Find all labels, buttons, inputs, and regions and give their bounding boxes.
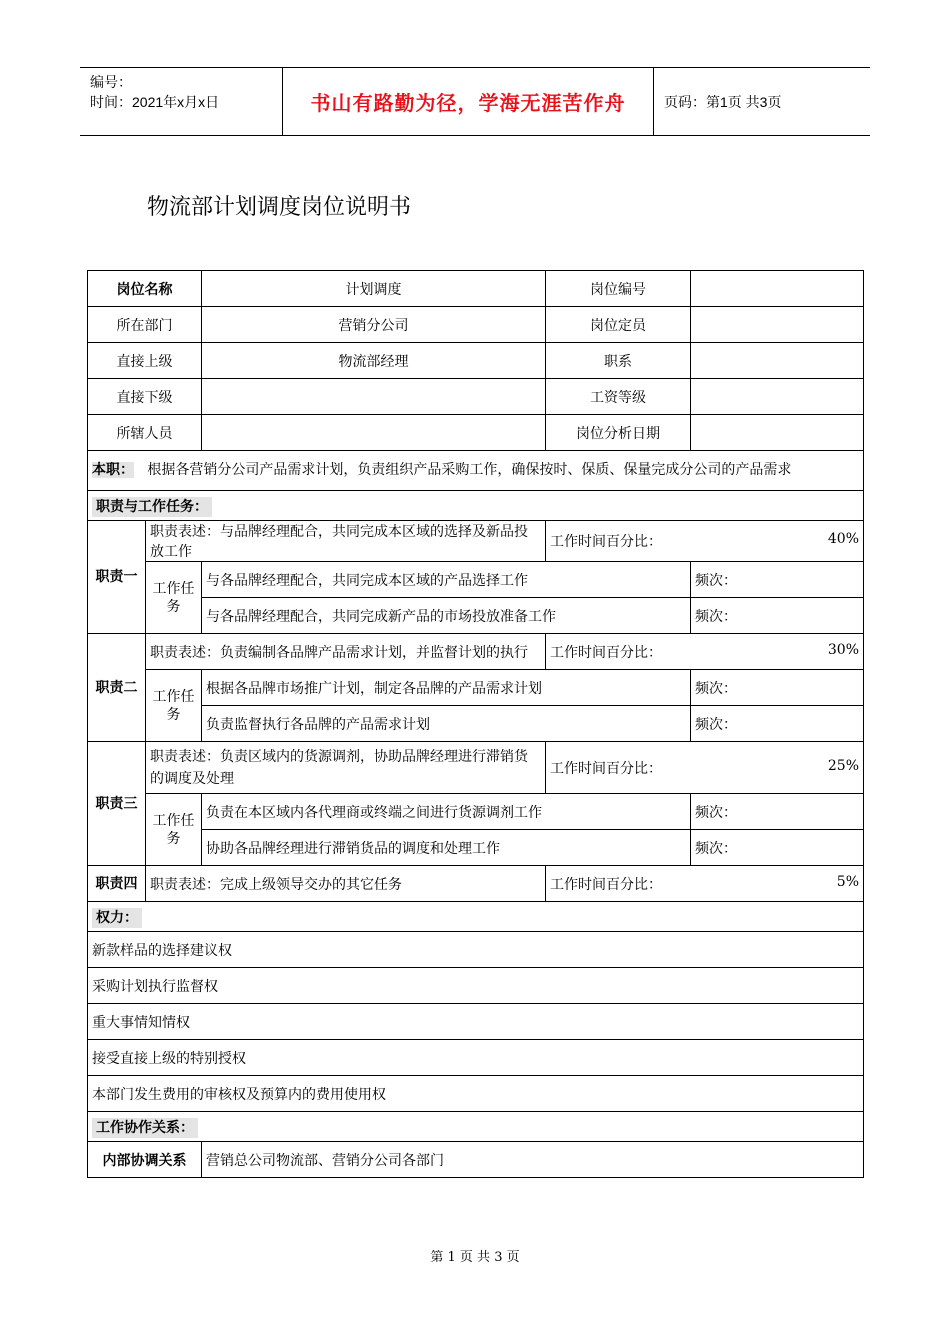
page-footer: 第 1 页 共 3 页 xyxy=(430,1250,520,1265)
power-row xyxy=(88,1076,864,1112)
analysis-date-value xyxy=(691,415,864,451)
position-code-label: 岗位编号 xyxy=(546,271,691,307)
section-duties-row xyxy=(88,491,864,521)
power-row xyxy=(88,1040,864,1076)
task-frequency: 频次： xyxy=(691,562,864,598)
internal-coordination-value: 营销总公司物流部、营销分公司各部门 xyxy=(202,1142,864,1178)
task-row xyxy=(88,706,864,742)
task-text: 与各品牌经理配合，共同完成本区域的产品选择工作 xyxy=(202,562,691,598)
percentage-value: 5% xyxy=(836,873,859,890)
duty-heading: 职责一 xyxy=(88,521,146,634)
power-item: 采购计划执行监督权 xyxy=(88,968,864,1004)
task-text: 根据各品牌市场推广计划，制定各品牌的产品需求计划 xyxy=(202,670,691,706)
header-motto: 书山有路勤为径，学海无涯苦作舟 xyxy=(282,68,654,135)
position-name-label: 岗位名称 xyxy=(88,271,202,307)
task-text: 负责监督执行各品牌的产品需求计划 xyxy=(202,706,691,742)
task-text: 协助各品牌经理进行滞销货品的调度和处理工作 xyxy=(202,830,691,866)
section-duties-label: 职责与工作任务： xyxy=(92,497,212,517)
power-item: 新款样品的选择建议权 xyxy=(88,932,864,968)
core-duty-text: 根据各营销分公司产品需求计划，负责组织产品采购工作，确保按时、保质、保量完成分公司的产品需求 xyxy=(147,462,792,478)
duty-heading: 职责四 xyxy=(88,866,146,902)
duty-row xyxy=(88,866,864,902)
subordinate-value xyxy=(202,379,546,415)
percentage-label: 工作时间百分比： xyxy=(550,876,662,893)
duty-row xyxy=(88,634,864,670)
section-cooperation-cell xyxy=(88,1112,864,1142)
task-row xyxy=(88,830,864,866)
subordinate-label: 直接下级 xyxy=(88,379,202,415)
task-frequency: 频次： xyxy=(691,706,864,742)
power-item: 重大事情知情权 xyxy=(88,1004,864,1040)
info-row xyxy=(88,307,864,343)
info-row xyxy=(88,271,864,307)
department-value: 营销分公司 xyxy=(202,307,546,343)
section-powers-cell xyxy=(88,902,864,932)
percentage-value: 25% xyxy=(827,757,859,774)
task-row xyxy=(88,794,864,830)
series-label: 职系 xyxy=(546,343,691,379)
duty-heading: 职责二 xyxy=(88,634,146,742)
number-label: 编号： xyxy=(90,74,132,90)
task-frequency: 频次： xyxy=(691,670,864,706)
page-title: 物流部计划调度岗位说明书 xyxy=(147,195,412,220)
task-label: 工作任务 xyxy=(146,562,202,634)
staff-value xyxy=(202,415,546,451)
power-row xyxy=(88,1004,864,1040)
duty-row xyxy=(88,742,864,794)
core-duty-row xyxy=(88,451,864,491)
job-description-table xyxy=(87,270,864,1178)
position-code-value xyxy=(691,271,864,307)
duty-row xyxy=(88,521,864,562)
task-row xyxy=(88,562,864,598)
duty-description: 职责表述：与品牌经理配合，共同完成本区域的选择及新品投放工作 xyxy=(146,521,546,562)
power-item: 本部门发生费用的审核权及预算内的费用使用权 xyxy=(88,1076,864,1112)
series-value xyxy=(691,343,864,379)
grade-value xyxy=(691,379,864,415)
info-row xyxy=(88,379,864,415)
document-header xyxy=(80,67,870,136)
duty-percentage xyxy=(546,742,864,794)
info-row xyxy=(88,415,864,451)
section-powers-label: 权力： xyxy=(92,908,142,928)
section-powers-row xyxy=(88,902,864,932)
task-label: 工作任务 xyxy=(146,670,202,742)
task-frequency: 频次： xyxy=(691,598,864,634)
staff-label: 所辖人员 xyxy=(88,415,202,451)
quota-label: 岗位定员 xyxy=(546,307,691,343)
percentage-label: 工作时间百分比： xyxy=(550,760,662,777)
grade-label: 工资等级 xyxy=(546,379,691,415)
core-duty-label: 本职： xyxy=(92,462,134,478)
duty-percentage xyxy=(546,521,864,562)
page-indicator: 页码：第1页 共3页 xyxy=(664,93,782,110)
power-row xyxy=(88,968,864,1004)
position-name-value: 计划调度 xyxy=(202,271,546,307)
task-frequency: 频次： xyxy=(691,830,864,866)
duty-description: 职责表述：负责编制各品牌产品需求计划，并监督计划的执行 xyxy=(146,634,546,670)
percentage-label: 工作时间百分比： xyxy=(550,644,662,661)
duty-description: 职责表述：负责区域内的货源调剂，协助品牌经理进行滞销货的调度及处理 xyxy=(146,742,546,794)
duty-percentage xyxy=(546,866,864,902)
internal-coordination-label: 内部协调关系 xyxy=(88,1142,202,1178)
task-text: 负责在本区域内各代理商或终端之间进行货源调剂工作 xyxy=(202,794,691,830)
section-cooperation-label: 工作协作关系： xyxy=(92,1118,198,1138)
duty-percentage xyxy=(546,634,864,670)
quota-value xyxy=(691,307,864,343)
percentage-value: 30% xyxy=(827,641,859,658)
department-label: 所在部门 xyxy=(88,307,202,343)
section-duties-cell xyxy=(88,491,864,521)
task-label: 工作任务 xyxy=(146,794,202,866)
task-row xyxy=(88,598,864,634)
analysis-date-label: 岗位分析日期 xyxy=(546,415,691,451)
superior-label: 直接上级 xyxy=(88,343,202,379)
task-text: 与各品牌经理配合，共同完成新产品的市场投放准备工作 xyxy=(202,598,691,634)
percentage-label: 工作时间百分比： xyxy=(550,534,662,550)
core-duty-cell xyxy=(88,451,864,491)
task-frequency: 频次： xyxy=(691,794,864,830)
duty-description: 职责表述：完成上级领导交办的其它任务 xyxy=(146,866,546,902)
duty-heading: 职责三 xyxy=(88,742,146,866)
superior-value: 物流部经理 xyxy=(202,343,546,379)
internal-coordination-row xyxy=(88,1142,864,1178)
percentage-value: 40% xyxy=(827,531,859,547)
task-row xyxy=(88,670,864,706)
power-row xyxy=(88,932,864,968)
header-meta xyxy=(80,68,282,135)
info-row xyxy=(88,343,864,379)
power-item: 接受直接上级的特别授权 xyxy=(88,1040,864,1076)
section-cooperation-row xyxy=(88,1112,864,1142)
time-label: 时间：2021年x月x日 xyxy=(90,94,220,110)
